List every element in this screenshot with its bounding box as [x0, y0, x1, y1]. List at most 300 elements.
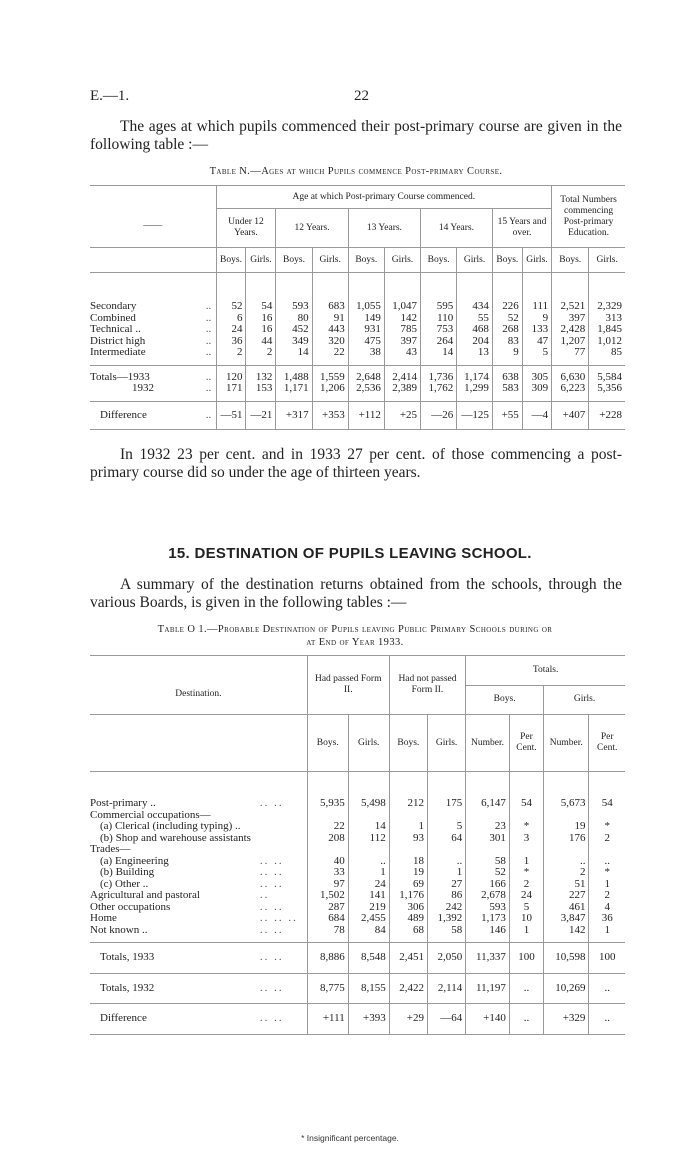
value-cell: 306 — [389, 902, 427, 914]
row-label: Home — [90, 912, 117, 924]
value-cell — [466, 844, 510, 856]
value-cell: 226 — [492, 273, 522, 313]
value-cell: 287 — [307, 902, 348, 914]
value-cell: 1,173 — [466, 913, 510, 925]
value-cell: 142 — [384, 313, 420, 325]
value-cell: 24 — [509, 890, 543, 902]
value-cell: .. — [589, 856, 625, 868]
value-cell: 77 — [552, 347, 589, 365]
row-dots: .. .. — [259, 877, 284, 890]
value-cell: —4 — [522, 401, 551, 430]
row-dots: .. — [205, 300, 212, 312]
row-label: Not known .. — [90, 923, 148, 936]
value-cell: 22 — [307, 821, 348, 833]
passed-form2-header: Had passed Form II. — [307, 656, 389, 715]
value-cell: 2,678 — [466, 890, 510, 902]
value-cell: 2 — [589, 890, 625, 902]
value-cell: .. — [427, 856, 465, 868]
value-cell: +317 — [276, 401, 312, 430]
value-cell: 120 — [216, 365, 246, 383]
table-row — [90, 401, 625, 430]
value-cell: 212 — [389, 772, 427, 810]
value-cell: +353 — [312, 401, 348, 430]
sub-header: Girls. — [427, 715, 465, 772]
value-cell: 44 — [246, 336, 276, 348]
value-cell: 153 — [246, 383, 276, 401]
value-cell: 175 — [427, 772, 465, 810]
value-cell: 52 — [466, 867, 510, 879]
value-cell: 2,521 — [552, 273, 589, 313]
value-cell: 684 — [307, 913, 348, 925]
value-cell: 2 — [509, 879, 543, 891]
value-cell: 141 — [348, 890, 389, 902]
sub-header: Per Cent. — [589, 715, 625, 772]
value-cell: 13 — [457, 347, 493, 365]
value-cell: 23 — [466, 821, 510, 833]
table-row — [90, 913, 625, 925]
row-dots: .. .. — [259, 923, 284, 936]
value-cell: 51 — [544, 879, 589, 891]
table-row — [90, 273, 625, 313]
table-row — [90, 856, 625, 868]
destination-header: Destination. — [175, 689, 222, 699]
value-cell — [544, 844, 589, 856]
value-cell: 1 — [589, 879, 625, 891]
value-cell: 1,207 — [552, 336, 589, 348]
table-row — [90, 925, 625, 943]
value-cell: +55 — [492, 401, 522, 430]
value-cell: 27 — [427, 879, 465, 891]
row-dots: .. — [205, 334, 212, 347]
value-cell: +329 — [544, 1004, 589, 1035]
value-cell: 1,736 — [421, 365, 457, 383]
value-cell: 1,047 — [384, 273, 420, 313]
value-cell: 8,548 — [348, 943, 389, 974]
value-cell: 69 — [389, 879, 427, 891]
sub-header: Girls. — [522, 248, 551, 273]
value-cell: 204 — [457, 336, 493, 348]
table-row — [90, 821, 625, 833]
value-cell: .. — [589, 973, 625, 1004]
table-row — [90, 772, 625, 810]
totals-header: Totals. — [466, 656, 625, 686]
value-cell: 593 — [466, 902, 510, 914]
value-cell: +25 — [384, 401, 420, 430]
row-label: (c) Other .. — [100, 877, 149, 890]
value-cell: 397 — [552, 313, 589, 325]
value-cell: 1 — [348, 867, 389, 879]
value-cell — [427, 844, 465, 856]
sub-header: Boys. — [492, 248, 522, 273]
value-cell: 36 — [589, 913, 625, 925]
row-label: 1932 — [132, 382, 154, 394]
value-cell: 54 — [589, 772, 625, 810]
table-row — [90, 1004, 625, 1035]
value-cell: * — [509, 821, 543, 833]
table-o1 — [90, 655, 625, 1035]
value-cell: —21 — [246, 401, 276, 430]
value-cell: 6 — [216, 313, 246, 325]
sub-header: Boys. — [552, 248, 589, 273]
value-cell: 443 — [312, 324, 348, 336]
value-cell: 2,455 — [348, 913, 389, 925]
value-cell: 93 — [389, 833, 427, 845]
sub-header: Girls. — [589, 248, 625, 273]
value-cell: 683 — [312, 273, 348, 313]
value-cell: .. — [509, 973, 543, 1004]
value-cell: 4 — [589, 902, 625, 914]
value-cell: 434 — [457, 273, 493, 313]
value-cell: 5,584 — [589, 365, 625, 383]
sub-header: Girls. — [348, 715, 389, 772]
row-label: Trades— — [90, 843, 131, 855]
value-cell: 176 — [544, 833, 589, 845]
table-o1-caption-line2: at End of Year 1933. — [306, 637, 404, 648]
table-o1-caption-line1: Table O 1.—Probable Destination of Pupils leaving Public Primary Schools during or — [157, 624, 553, 635]
row-dots: .. .. — [259, 854, 284, 867]
value-cell: 227 — [544, 890, 589, 902]
row-dots: .. .. — [259, 900, 284, 913]
value-cell: 110 — [421, 313, 457, 325]
value-cell: 14 — [421, 347, 457, 365]
value-cell: .. — [348, 856, 389, 868]
paragraph-2: In 1932 23 per cent. and in 1933 27 per cent. of those commencing a post-primary course did so under the age of thirteen years. — [90, 446, 622, 481]
value-cell: 2,114 — [427, 973, 465, 1004]
value-cell: 1 — [427, 867, 465, 879]
value-cell: 2 — [589, 833, 625, 845]
value-cell: 11,197 — [466, 973, 510, 1004]
sub-header: Boys. — [348, 248, 384, 273]
value-cell: 931 — [348, 324, 384, 336]
value-cell: 146 — [466, 925, 510, 943]
value-cell: —125 — [457, 401, 493, 430]
value-cell: —51 — [216, 401, 246, 430]
row-dots: .. — [205, 370, 212, 383]
value-cell: 6,630 — [552, 365, 589, 383]
value-cell: 64 — [427, 833, 465, 845]
value-cell: .. — [589, 1004, 625, 1035]
value-cell: * — [589, 867, 625, 879]
value-cell: .. — [544, 856, 589, 868]
value-cell: 1 — [389, 821, 427, 833]
value-cell: 91 — [312, 313, 348, 325]
value-cell: 68 — [389, 925, 427, 943]
value-cell: 1,299 — [457, 383, 493, 401]
table-row — [90, 844, 625, 856]
value-cell: 18 — [389, 856, 427, 868]
value-cell: 1,845 — [589, 324, 625, 336]
value-cell: 461 — [544, 902, 589, 914]
value-cell: 475 — [348, 336, 384, 348]
value-cell: 38 — [348, 347, 384, 365]
sub-header: Number. — [544, 715, 589, 772]
value-cell: 208 — [307, 833, 348, 845]
row-label: Totals, 1932 — [100, 981, 155, 994]
value-cell: 593 — [276, 273, 312, 313]
value-cell: 397 — [384, 336, 420, 348]
value-cell: 10,269 — [544, 973, 589, 1004]
row-dots: .. — [205, 346, 212, 358]
value-cell: 2,050 — [427, 943, 465, 974]
value-cell: 36 — [216, 336, 246, 348]
totals-girls-header: Girls. — [544, 685, 625, 715]
row-label: Other occupations — [90, 900, 171, 913]
age-14: 14 Years. — [421, 209, 493, 248]
value-cell: 14 — [348, 821, 389, 833]
sub-header: Boys. — [276, 248, 312, 273]
row-dots: .. — [205, 382, 212, 394]
value-cell: 85 — [589, 347, 625, 365]
footnote: * Insignificant percentage. — [301, 1133, 399, 1143]
row-label: (b) Building — [100, 866, 155, 878]
value-cell: * — [509, 867, 543, 879]
value-cell: +140 — [466, 1004, 510, 1035]
age-13: 13 Years. — [348, 209, 420, 248]
value-cell: +393 — [348, 1004, 389, 1035]
value-cell: 583 — [492, 383, 522, 401]
value-cell: 1,055 — [348, 273, 384, 313]
value-cell: 1 — [509, 856, 543, 868]
value-cell: +111 — [307, 1004, 348, 1035]
paragraph-3: A summary of the destination returns obtained from the schools, through the various Boards, is given in the following tables :— — [90, 576, 622, 611]
value-cell: 133 — [522, 324, 551, 336]
sub-header: Girls. — [312, 248, 348, 273]
value-cell: 8,775 — [307, 973, 348, 1004]
table-n — [90, 185, 625, 430]
row-label: (b) Shop and warehouse assistants — [100, 831, 251, 844]
value-cell: 6,147 — [466, 772, 510, 810]
value-cell: 97 — [307, 879, 348, 891]
value-cell: 452 — [276, 324, 312, 336]
table-n-blank-header: —— — [143, 221, 163, 231]
value-cell: 5,673 — [544, 772, 589, 810]
table-row — [90, 943, 625, 974]
table-row — [90, 324, 625, 336]
value-cell: 1,174 — [457, 365, 493, 383]
value-cell: 1,206 — [312, 383, 348, 401]
value-cell: 9 — [522, 313, 551, 325]
value-cell: 320 — [312, 336, 348, 348]
table-n-total-header: Total Numbers commencing Post-primary Education. — [552, 186, 625, 248]
value-cell: 8,155 — [348, 973, 389, 1004]
value-cell: 2,422 — [389, 973, 427, 1004]
value-cell: 58 — [427, 925, 465, 943]
value-cell — [307, 844, 348, 856]
row-dots — [254, 833, 307, 845]
value-cell: 2 — [216, 347, 246, 365]
value-cell: 349 — [276, 336, 312, 348]
value-cell: 5 — [427, 821, 465, 833]
value-cell: 242 — [427, 902, 465, 914]
value-cell: 1,392 — [427, 913, 465, 925]
value-cell: 8,886 — [307, 943, 348, 974]
row-dots: .. — [205, 311, 212, 324]
table-row — [90, 833, 625, 845]
value-cell: 54 — [246, 273, 276, 313]
value-cell: * — [589, 821, 625, 833]
value-cell: 468 — [457, 324, 493, 336]
value-cell: 309 — [522, 383, 551, 401]
table-row — [90, 365, 625, 383]
sub-header: Girls. — [384, 248, 420, 273]
value-cell: 2,329 — [589, 273, 625, 313]
value-cell — [509, 844, 543, 856]
value-cell: 86 — [427, 890, 465, 902]
sub-header: Boys. — [216, 248, 246, 273]
value-cell: 1 — [509, 925, 543, 943]
sub-header: Per Cent. — [509, 715, 543, 772]
value-cell: 638 — [492, 365, 522, 383]
value-cell: 2,451 — [389, 943, 427, 974]
row-label: Commercial occupations— — [90, 808, 211, 821]
sub-header: Boys. — [389, 715, 427, 772]
row-dots — [254, 844, 307, 856]
value-cell: 1,176 — [389, 890, 427, 902]
row-dots — [254, 821, 307, 833]
value-cell: 19 — [544, 821, 589, 833]
not-passed-form2-header: Had not passed Form II. — [389, 656, 466, 715]
value-cell: 305 — [522, 365, 551, 383]
value-cell: 1,502 — [307, 890, 348, 902]
value-cell: 16 — [246, 313, 276, 325]
value-cell — [589, 844, 625, 856]
value-cell: 55 — [457, 313, 493, 325]
value-cell: 5 — [509, 902, 543, 914]
value-cell: 2,389 — [384, 383, 420, 401]
value-cell: 1,559 — [312, 365, 348, 383]
value-cell: 785 — [384, 324, 420, 336]
row-dots: .. — [205, 408, 212, 421]
value-cell: 149 — [348, 313, 384, 325]
value-cell: 5,498 — [348, 772, 389, 810]
value-cell: 78 — [307, 925, 348, 943]
value-cell: 111 — [522, 273, 551, 313]
value-cell: 595 — [421, 273, 457, 313]
table-n-caption: Table N.—Ages at which Pupils commence Post-primary Course. — [209, 166, 503, 177]
row-dots: .. .. — [259, 797, 284, 809]
value-cell: 54 — [509, 772, 543, 810]
value-cell: 52 — [492, 313, 522, 325]
value-cell: 100 — [589, 943, 625, 974]
row-dots: .. .. — [259, 981, 284, 994]
value-cell: 3 — [509, 833, 543, 845]
table-row — [90, 890, 625, 902]
value-cell: 301 — [466, 833, 510, 845]
row-label: Technical .. — [90, 323, 141, 335]
value-cell: 100 — [509, 943, 543, 974]
value-cell: 1,171 — [276, 383, 312, 401]
row-label: (a) Engineering — [100, 854, 169, 867]
value-cell: 5,356 — [589, 383, 625, 401]
value-cell: 10 — [509, 913, 543, 925]
row-label: Difference — [100, 1012, 147, 1024]
value-cell: 112 — [348, 833, 389, 845]
value-cell: 16 — [246, 324, 276, 336]
row-dots — [254, 810, 307, 822]
table-row — [90, 383, 625, 401]
value-cell: 219 — [348, 902, 389, 914]
value-cell: —64 — [427, 1004, 465, 1035]
value-cell: 2 — [246, 347, 276, 365]
value-cell: 3,847 — [544, 913, 589, 925]
value-cell: 264 — [421, 336, 457, 348]
value-cell: —26 — [421, 401, 457, 430]
table-row — [90, 867, 625, 879]
value-cell: 84 — [348, 925, 389, 943]
value-cell: 11,337 — [466, 943, 510, 974]
value-cell: 83 — [492, 336, 522, 348]
value-cell: 2 — [544, 867, 589, 879]
sub-header: Boys. — [307, 715, 348, 772]
row-label: Post-primary .. — [90, 797, 156, 809]
value-cell: 58 — [466, 856, 510, 868]
value-cell: 33 — [307, 867, 348, 879]
value-cell: 52 — [216, 273, 246, 313]
value-cell: .. — [509, 1004, 543, 1035]
value-cell: +29 — [389, 1004, 427, 1035]
value-cell — [389, 844, 427, 856]
value-cell: 2,648 — [348, 365, 384, 383]
row-dots: .. .. — [259, 1012, 284, 1024]
value-cell: 753 — [421, 324, 457, 336]
sub-header: Girls. — [246, 248, 276, 273]
row-dots: .. .. — [259, 951, 284, 963]
age-under-12: Under 12 Years. — [216, 209, 276, 248]
table-row — [90, 973, 625, 1004]
intro-paragraph: The ages at which pupils commenced their post-primary course are given in the following table :— — [90, 118, 622, 153]
row-label: (a) Clerical (including typing) .. — [100, 820, 241, 832]
row-dots: .. — [259, 889, 270, 901]
value-cell: 1,012 — [589, 336, 625, 348]
value-cell: 132 — [246, 365, 276, 383]
row-dots: .. .. .. — [259, 912, 298, 924]
value-cell: 14 — [276, 347, 312, 365]
value-cell: 171 — [216, 383, 246, 401]
value-cell: 1,762 — [421, 383, 457, 401]
value-cell: 80 — [276, 313, 312, 325]
row-label: Combined — [90, 311, 136, 324]
value-cell: 6,223 — [552, 383, 589, 401]
value-cell: +407 — [552, 401, 589, 430]
value-cell: 1,488 — [276, 365, 312, 383]
table-n-top-header: Age at which Post-primary Course commenced. — [216, 186, 552, 209]
row-label: District high — [90, 334, 146, 347]
value-cell: 5,935 — [307, 772, 348, 810]
value-cell: 2,414 — [384, 365, 420, 383]
section-heading: 15. DESTINATION OF PUPILS LEAVING SCHOOL. — [168, 545, 532, 562]
value-cell: 2,428 — [552, 324, 589, 336]
page-number: 22 — [354, 88, 369, 104]
value-cell: 19 — [389, 867, 427, 879]
row-label: Intermediate — [90, 346, 146, 358]
totals-boys-header: Boys. — [466, 685, 544, 715]
value-cell: 10,598 — [544, 943, 589, 974]
sub-header: Girls. — [457, 248, 493, 273]
value-cell: 2,536 — [348, 383, 384, 401]
row-label: Difference — [100, 408, 147, 421]
row-label: Totals, 1933 — [100, 951, 155, 963]
value-cell: 9 — [492, 347, 522, 365]
report-code: E.—1. — [90, 88, 130, 104]
value-cell: 268 — [492, 324, 522, 336]
value-cell: 142 — [544, 925, 589, 943]
value-cell: 166 — [466, 879, 510, 891]
row-label: Secondary — [90, 300, 137, 312]
value-cell: 489 — [389, 913, 427, 925]
value-cell: 5 — [522, 347, 551, 365]
value-cell: +228 — [589, 401, 625, 430]
row-label: Totals—1933 — [90, 370, 150, 383]
